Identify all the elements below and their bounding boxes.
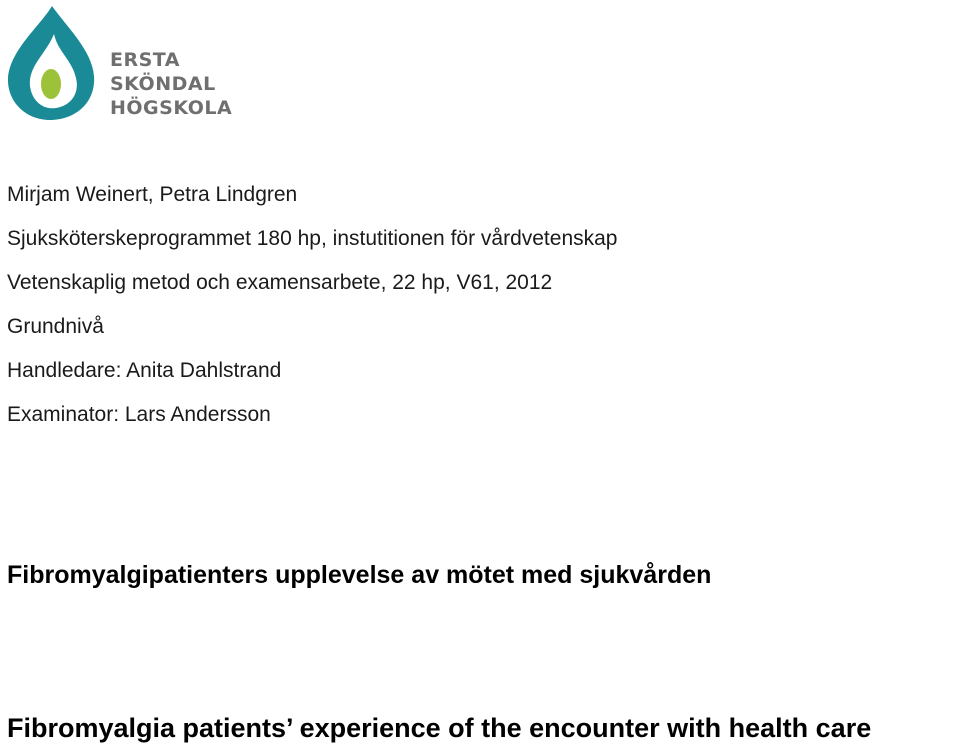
drop-logo-icon (4, 4, 104, 124)
english-title: Fibromyalgia patients’ experience of the encounter with health care (7, 713, 872, 743)
seed-shape (41, 69, 61, 99)
program: Sjuksköterskeprogrammet 180 hp, instutitionen för vårdvetenskap (7, 227, 618, 250)
course: Vetenskaplig metod och examensarbete, 22 hp, V61, 2012 (7, 271, 553, 294)
logo-line-1: ERSTA (110, 49, 180, 71)
university-logo (4, 4, 234, 124)
swedish-title: Fibromyalgipatienters upplevelse av mötet med sjukvården (7, 561, 712, 589)
logo-line-2: SKÖNDAL (110, 73, 216, 95)
thesis-metadata (7, 180, 618, 444)
authors: Mirjam Weinert, Petra Lindgren (7, 183, 298, 206)
supervisor: Handledare: Anita Dahlstrand (7, 359, 282, 382)
logo-line-3: HÖGSKOLA (110, 97, 233, 119)
level: Grundnivå (7, 315, 104, 338)
logo-wordmark (110, 48, 232, 120)
examiner: Examinator: Lars Andersson (7, 403, 271, 426)
